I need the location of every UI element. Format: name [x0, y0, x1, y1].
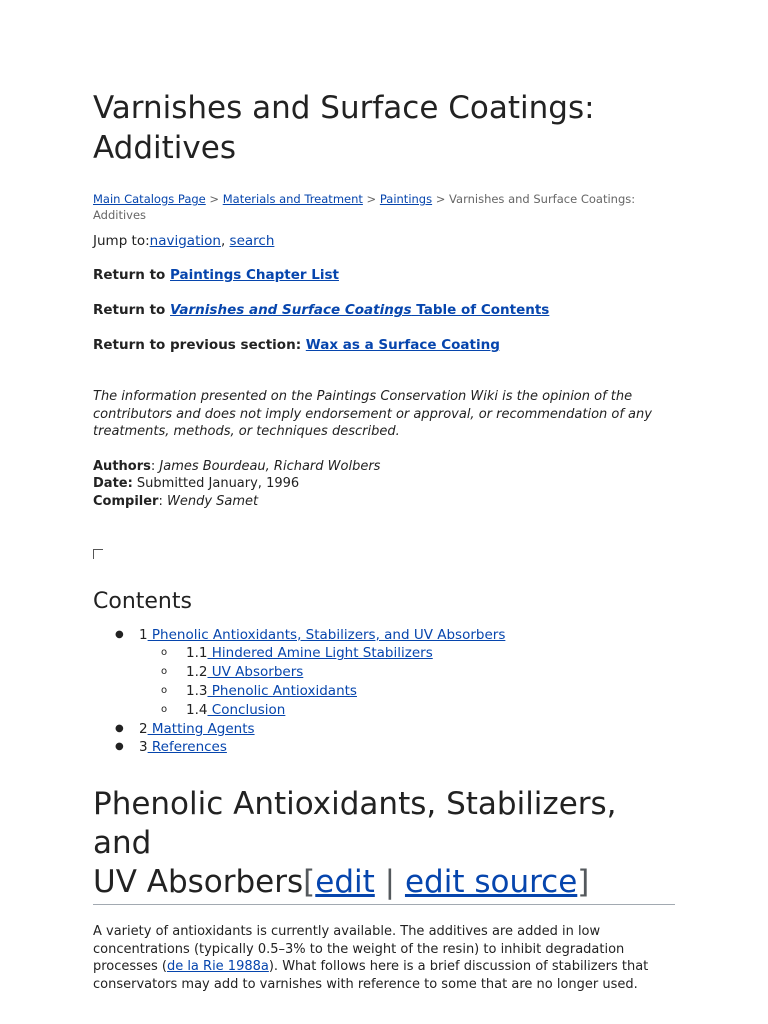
contents-heading: Contents — [93, 588, 192, 614]
authors-value: James Bourdeau, Richard Wolbers — [159, 458, 381, 474]
page-title-line-1: Varnishes and Surface Coatings: — [93, 90, 595, 126]
toc-item — [93, 738, 675, 757]
section-paragraph — [93, 923, 675, 993]
breadcrumb-materials-treatment[interactable]: Materials and Treatment — [222, 192, 363, 206]
table-of-contents-link[interactable] — [170, 302, 549, 318]
breadcrumb-separator: > — [362, 192, 380, 206]
edit-bracket-close: ] — [577, 864, 590, 901]
toc-number: 1.3 — [186, 683, 208, 699]
toc-number: 1.1 — [186, 645, 208, 662]
breadcrumb-current: Varnishes and Surface Coatings: Additives — [93, 192, 636, 222]
page-title-line-2: Additives — [93, 130, 236, 166]
toc-number: 1.2 — [186, 664, 208, 681]
jump-to-label: Jump to: — [93, 233, 150, 249]
toc-item — [93, 701, 675, 720]
bullet-icon: o — [161, 647, 168, 659]
page-title — [93, 0, 675, 168]
section-heading — [93, 785, 675, 905]
toc-item — [93, 663, 675, 682]
toc-number: 3 — [139, 739, 148, 756]
breadcrumb-separator: > — [432, 192, 450, 206]
return-prefix: Return to — [93, 302, 171, 318]
section-heading-line-1: Phenolic Antioxidants, Stabilizers, and — [93, 786, 617, 862]
toc-link[interactable]: UV Absorbers — [207, 664, 304, 681]
paragraph-text-after: ). What follows here is a brief discussion of stabilizers that conservators may add to varnishes with reference to some that are no longer used. — [93, 959, 649, 992]
toc-item — [93, 682, 675, 701]
toc-link[interactable]: Phenolic Antioxidants — [207, 683, 357, 699]
date-value: Submitted January, 1996 — [132, 476, 300, 492]
bullet-icon: ● — [115, 741, 124, 753]
breadcrumb-main-catalogs[interactable]: Main Catalogs Page — [93, 192, 206, 206]
toc-link-rest: Table of Contents — [411, 302, 550, 318]
article-meta — [93, 458, 675, 511]
toc-number: 2 — [139, 720, 148, 737]
toc-link[interactable]: Conclusion — [207, 701, 286, 718]
bullet-icon: o — [161, 703, 168, 715]
compiler-label: Compiler — [93, 493, 159, 509]
return-chapter-list — [93, 266, 675, 284]
breadcrumb-paintings[interactable]: Paintings — [379, 192, 433, 206]
return-prefix: Return to previous section: — [93, 337, 306, 353]
jump-search-link[interactable]: search — [229, 233, 275, 249]
return-prefix: Return to — [93, 267, 171, 283]
breadcrumb — [93, 191, 675, 223]
paintings-chapter-list-link[interactable]: Paintings Chapter List — [170, 267, 339, 283]
return-table-of-contents — [93, 301, 675, 319]
bullet-icon: o — [161, 685, 168, 696]
toc-link[interactable]: Matting Agents — [147, 720, 255, 737]
paragraph-text-before: A variety of antioxidants is currently available. The additives are added in low concentrations (typically 0.5–3% to the weight of the resin) to inhibit degradation processes ( — [93, 924, 625, 975]
bullet-icon: o — [161, 666, 168, 678]
section-heading-line-2: UV Absorbers — [93, 864, 304, 901]
toc-item — [93, 626, 675, 645]
toc-number: 1.4 — [186, 701, 208, 718]
toc-item — [93, 720, 675, 739]
toc-link[interactable]: References — [147, 739, 227, 756]
authors-line: Authors: James Bourdeau, Richard Wolbers — [93, 458, 381, 474]
jump-navigation-link[interactable]: navigation — [149, 233, 221, 249]
return-previous-section — [93, 336, 675, 354]
jump-to — [93, 232, 675, 250]
edit-link[interactable]: edit — [315, 864, 375, 901]
wax-surface-coating-link[interactable]: Wax as a Surface Coating — [305, 337, 500, 353]
toc-item — [93, 644, 675, 663]
edit-separator: | — [374, 864, 405, 901]
date-line — [93, 475, 675, 493]
toc-link-italic-part: Varnishes and Surface Coatings — [170, 302, 412, 318]
bullet-icon: ● — [115, 722, 124, 734]
breadcrumb-separator: > — [205, 192, 223, 206]
toc-link[interactable]: Hindered Amine Light Stabilizers — [207, 645, 433, 662]
compiler-line: Compiler: Wendy Samet — [93, 493, 259, 509]
date-label: Date: — [93, 476, 133, 492]
citation-link[interactable]: de la Rie 1988a — [166, 959, 269, 975]
authors-label: Authors — [93, 458, 151, 474]
bullet-icon: ● — [115, 628, 124, 640]
compiler-value: Wendy Samet — [166, 493, 259, 509]
edit-source-link[interactable]: edit source — [404, 864, 578, 901]
toc-link[interactable]: Phenolic Antioxidants, Stabilizers, and UV Absorbers — [147, 626, 506, 643]
jump-comma: , — [220, 233, 230, 249]
disclaimer: The information presented on the Paintings Conservation Wiki is the opinion of the contributors and does not imply endorsement or approval, or recommendation of any treatments, methods, or techniques described. — [93, 389, 652, 439]
table-of-contents — [93, 626, 675, 758]
contents-toggle-checkbox[interactable] — [93, 549, 103, 559]
edit-bracket-open: [ — [303, 864, 316, 901]
toc-number: 1 — [139, 626, 148, 643]
